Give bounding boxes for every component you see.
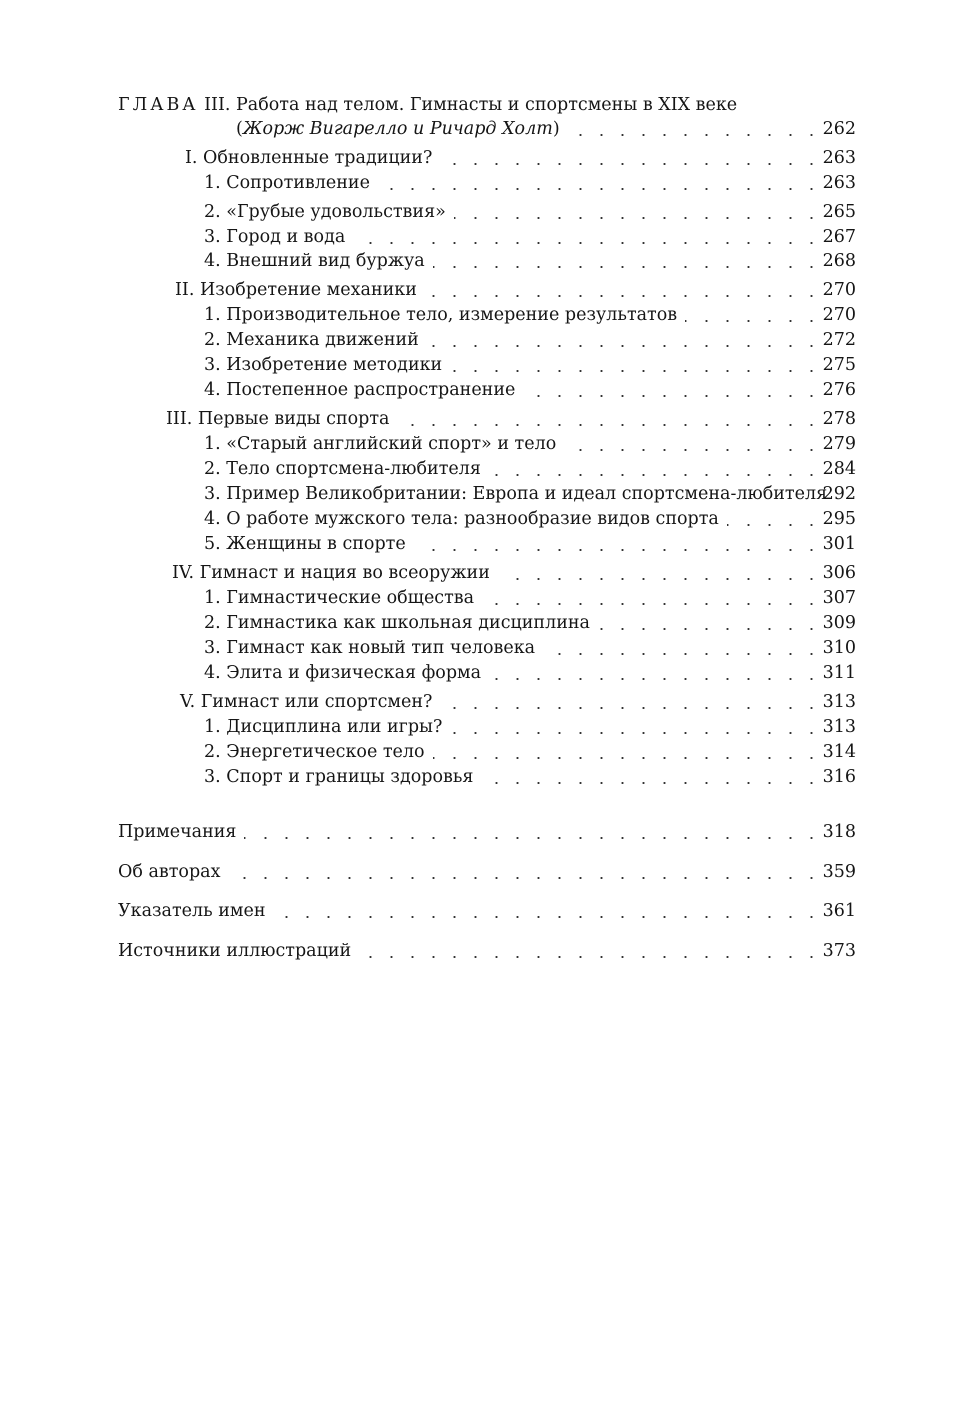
toc-section[interactable] <box>0 277 974 303</box>
page-number: 279 <box>822 434 856 454</box>
page-number: 272 <box>822 330 856 350</box>
page-number: 263 <box>822 173 856 193</box>
page-number: 309 <box>822 613 856 633</box>
page-number: 276 <box>822 380 856 400</box>
page-number: 278 <box>822 409 856 429</box>
dot-leader <box>450 370 822 372</box>
entry-title: 4. Элита и физическая форма <box>204 663 482 683</box>
entry-title: 1. Производительное тело, измерение результатов <box>204 305 678 325</box>
dot-leader <box>425 295 822 297</box>
entry-title: 2. Гимнастика как школьная дисциплина <box>204 613 590 633</box>
chapter-title: Работа над телом. Гимнасты и спортсмены в XIX веке <box>236 95 738 115</box>
dot-leader <box>568 134 822 136</box>
dot-leader <box>482 603 822 605</box>
toc-subsection[interactable] <box>0 327 974 353</box>
dot-leader <box>353 242 822 244</box>
dot-leader <box>489 678 822 680</box>
entry-title: 3. Гимнаст как новый тип человека <box>204 638 536 658</box>
toc-subsection[interactable] <box>0 170 974 196</box>
page-number: 275 <box>822 355 856 375</box>
entry-title: 2. Тело спортсмена-любителя <box>204 459 481 479</box>
entry-title: 4. О работе мужского тела: разнообразие видов спорта <box>204 509 719 529</box>
page-number: 295 <box>822 509 856 529</box>
chapter-numeral: III. <box>204 95 231 115</box>
dot-leader <box>489 474 822 476</box>
dot-leader <box>498 578 822 580</box>
toc-subsection[interactable] <box>0 660 974 686</box>
toc-back-matter[interactable] <box>0 938 974 964</box>
dot-leader <box>523 395 822 397</box>
toc-subsection[interactable] <box>0 481 974 507</box>
dot-leader <box>685 320 822 322</box>
entry-title: 3. Город и вода <box>204 227 346 247</box>
page-number: 265 <box>822 202 856 222</box>
toc-back-matter[interactable] <box>0 859 974 885</box>
toc-subsection[interactable] <box>0 714 974 740</box>
entry-title: 1. Дисциплина или игры? <box>204 717 443 737</box>
toc-section[interactable] <box>0 145 974 171</box>
dot-leader <box>433 266 822 268</box>
dot-leader <box>378 188 822 190</box>
page-number: 270 <box>822 280 856 300</box>
chapter-heading <box>118 92 737 118</box>
entry-title: 5. Женщины в спорте <box>204 534 406 554</box>
page-number: 316 <box>822 767 856 787</box>
entry-title: I. Обновленные традиции? <box>185 148 433 168</box>
dot-leader <box>450 732 822 734</box>
toc-subsection[interactable] <box>0 764 974 790</box>
page-number: 268 <box>822 251 856 271</box>
toc-subsection[interactable] <box>0 531 974 557</box>
dot-leader <box>433 757 822 759</box>
entry-title: V. Гимнаст или спортсмен? <box>180 692 433 712</box>
toc-section[interactable] <box>0 689 974 715</box>
toc-subsection[interactable] <box>0 248 974 274</box>
dot-leader <box>727 524 822 526</box>
toc-subsection[interactable] <box>0 377 974 403</box>
page-number: 267 <box>822 227 856 247</box>
entry-title: IV. Гимнаст и нация во всеоружии <box>172 563 490 583</box>
entry-title: 3. Спорт и границы здоровья <box>204 767 474 787</box>
dot-leader <box>440 707 822 709</box>
toc-subsection[interactable] <box>0 224 974 250</box>
chapter-label: ГЛАВА <box>118 95 199 115</box>
dot-leader <box>598 628 822 630</box>
entry-title: 2. Энергетическое тело <box>204 742 425 762</box>
dot-leader <box>274 916 822 918</box>
entry-title: 4. Постепенное распространение <box>204 380 516 400</box>
dot-leader <box>543 653 822 655</box>
entry-title: III. Первые виды спорта <box>166 409 390 429</box>
page-number: 301 <box>822 534 856 554</box>
dot-leader <box>481 782 822 784</box>
toc-subsection[interactable] <box>0 456 974 482</box>
entry-title: 1. «Старый английский спорт» и тело <box>204 434 557 454</box>
dot-leader <box>397 424 822 426</box>
toc-back-matter[interactable] <box>0 819 974 845</box>
page-number: 284 <box>822 459 856 479</box>
entry-title: Примечания <box>118 822 237 842</box>
page-number: 306 <box>822 563 856 583</box>
page-number: 307 <box>822 588 856 608</box>
entry-title: II. Изобретение механики <box>175 280 417 300</box>
entry-title: 3. Изобретение методики <box>204 355 443 375</box>
page-number: 359 <box>822 862 856 882</box>
dot-leader <box>440 163 822 165</box>
page-number: 313 <box>822 692 856 712</box>
page-number: 313 <box>822 717 856 737</box>
entry-title: Источники иллюстраций <box>118 941 352 961</box>
toc-subsection[interactable] <box>0 610 974 636</box>
toc-back-matter[interactable] <box>0 898 974 924</box>
page-number: 314 <box>822 742 856 762</box>
page-number: 270 <box>822 305 856 325</box>
toc-subsection[interactable] <box>0 352 974 378</box>
page-number: 262 <box>822 119 856 139</box>
toc-subsection[interactable] <box>0 739 974 765</box>
dot-leader <box>564 449 822 451</box>
chapter-authors-row[interactable] <box>0 116 974 142</box>
toc-subsection[interactable] <box>0 302 974 328</box>
dot-leader <box>359 956 822 958</box>
entry-title: 2. «Грубые удовольствия» <box>204 202 446 222</box>
entry-title: 1. Сопротивление <box>204 173 370 193</box>
chapter-authors: Жорж Вигарелло и Ричард Холт <box>242 119 553 139</box>
entry-title: 1. Гимнастические общества <box>204 588 475 608</box>
page-number: 373 <box>822 941 856 961</box>
dot-leader <box>427 345 822 347</box>
toc-section[interactable] <box>0 560 974 586</box>
toc-section[interactable] <box>0 406 974 432</box>
dot-leader <box>414 549 822 551</box>
page-number: 263 <box>822 148 856 168</box>
page-number: 311 <box>822 663 856 683</box>
entry-title: Указатель имен <box>118 901 266 921</box>
page-number: 310 <box>822 638 856 658</box>
page-number: 292 <box>822 484 856 504</box>
entry-title: 3. Пример Великобритании: Европа и идеал спортсмена-любителя <box>204 484 828 504</box>
toc-subsection[interactable] <box>0 199 974 225</box>
chapter-authors-line: (Жорж Вигарелло и Ричард Холт) <box>236 119 560 139</box>
entry-title: 2. Механика движений <box>204 330 419 350</box>
toc-subsection[interactable] <box>0 585 974 611</box>
toc-subsection[interactable] <box>0 506 974 532</box>
dot-leader <box>454 217 822 219</box>
toc-subsection[interactable] <box>0 431 974 457</box>
toc-subsection[interactable] <box>0 635 974 661</box>
page-number: 361 <box>822 901 856 921</box>
entry-title: 4. Внешний вид буржуа <box>204 251 425 271</box>
dot-leader <box>228 877 822 879</box>
dot-leader <box>244 837 822 839</box>
page-number: 318 <box>822 822 856 842</box>
entry-title: Об авторах <box>118 862 221 882</box>
